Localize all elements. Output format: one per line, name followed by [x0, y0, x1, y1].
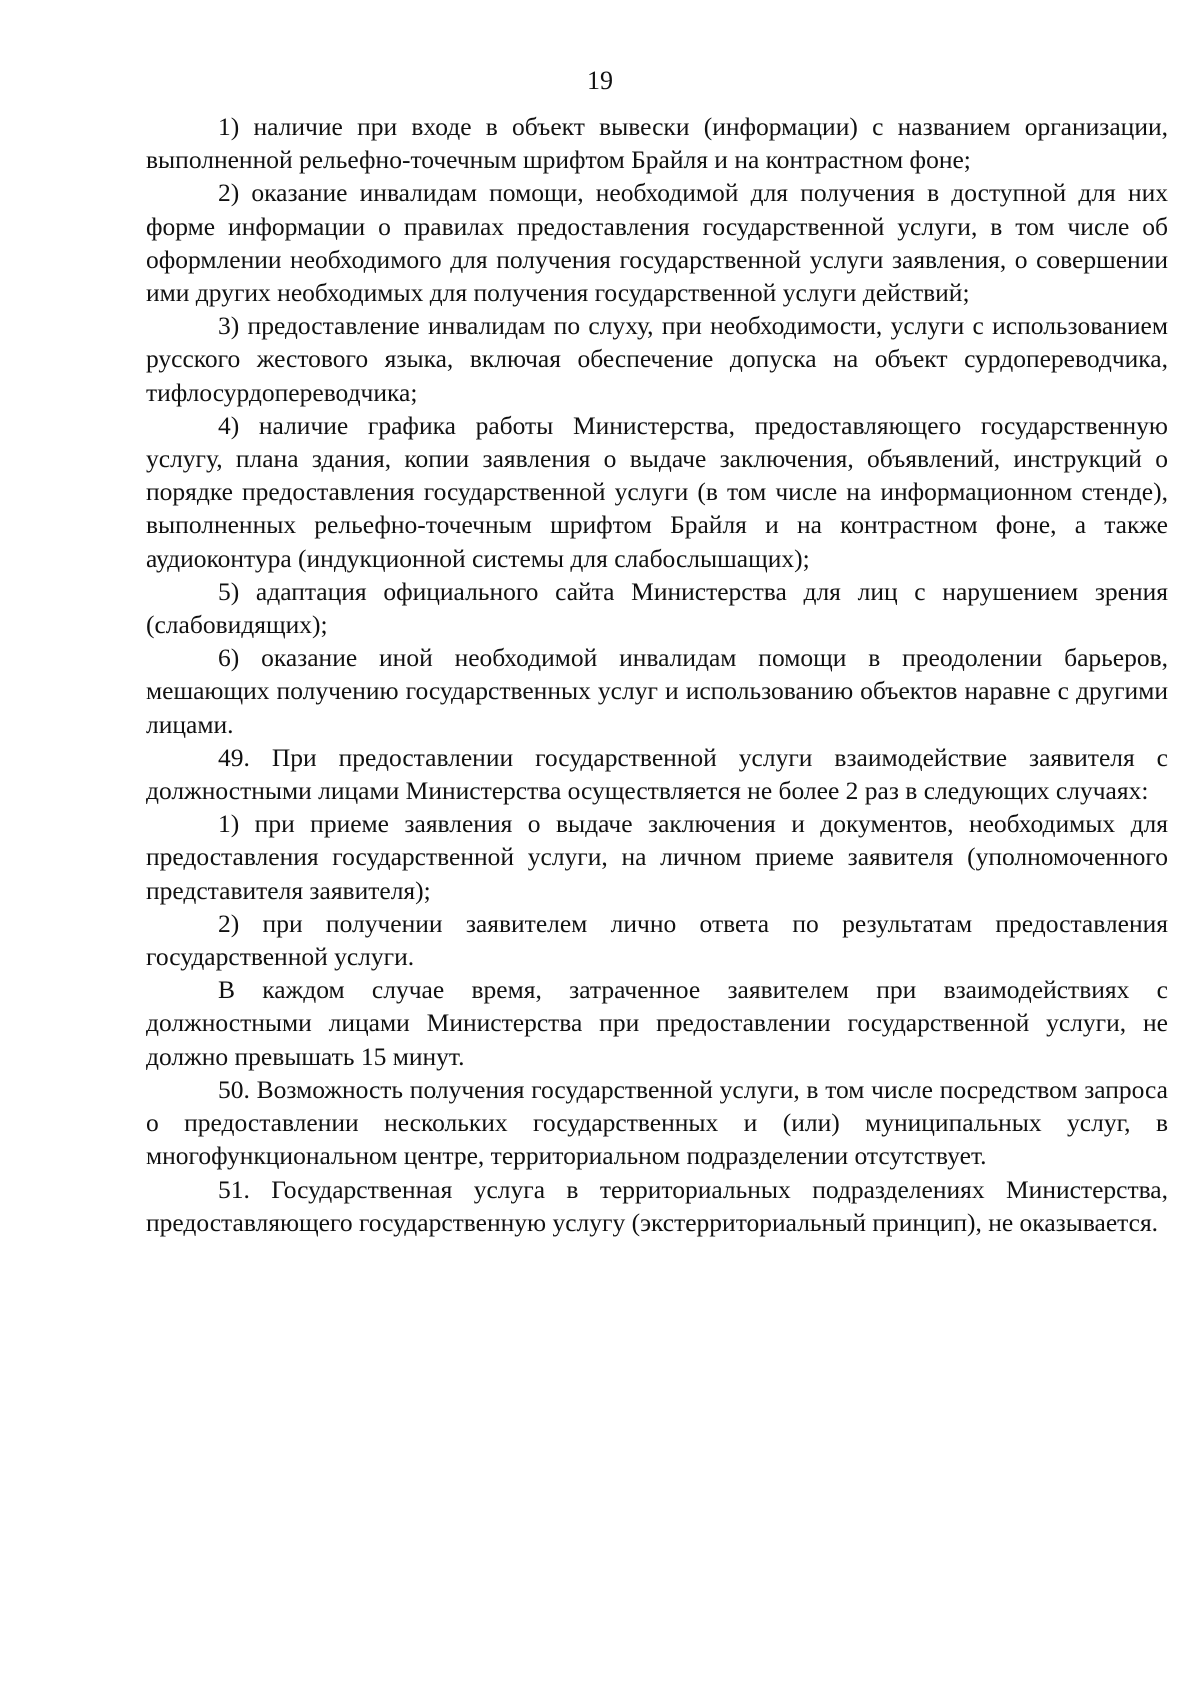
paragraph-clause-51: 51. Государственная услуга в территориальных подразделениях Министерства, предоставляющего государственную услугу (экстерриториальный принцип), не оказывается.	[146, 1174, 1168, 1237]
paragraph-item-2-assistance: 2) оказание инвалидам помощи, необходимой для получения в доступной для них форме информации о правилах предоставления государственной услуги, в том числе об оформлении необходимого для получения государственной услуги заявления, о совершении ими других необходимых для получения государственной услуги действий;	[146, 178, 1168, 308]
page-number: 19	[587, 66, 613, 95]
paragraph-clause-50: 50. Возможность получения государственной услуги, в том числе посредством запроса о предоставлении нескольких государственных и (или) муниципальных услуг, в многофункциональном центре, территориальном подразделении отсутствует.	[146, 1074, 1168, 1171]
paragraph-item-4-schedule: 4) наличие графика работы Министерства, предоставляющего государственную услугу, плана здания, копии заявления о выдаче заключения, объявлений, инструкций о порядке предоставления государственной услуги (в том числе на информационном стенде), выполненных рельефно-точечным шрифтом Брайля и на контрастном фоне, а также аудиоконтура (индукционной системы для слабослышащих);	[146, 410, 1168, 573]
paragraph-time-limit: В каждом случае время, затраченное заявителем при взаимодействиях с должностными лицами Министерства при предоставлении государственной услуги, не должно превышать 15 минут.	[146, 975, 1168, 1071]
document-body	[146, 110, 1168, 1239]
paragraph-clause-49-item-1: 1) при приеме заявления о выдаче заключения и документов, необходимых для предоставления государственной услуги, на личном приеме заявителя (уполномоченного представителя заявителя);	[146, 809, 1168, 905]
paragraph-clause-49-item-2: 2) при получении заявителем лично ответа по результатам предоставления государственной услуги.	[146, 908, 1168, 972]
paragraph-item-1-signage: 1) наличие при входе в объект вывески (информации) с названием организации, выполненной рельефно-точечным шрифтом Брайля и на контрастном фоне;	[146, 112, 1168, 175]
paragraph-item-6-other-help: 6) оказание иной необходимой инвалидам помощи в преодолении барьеров, мешающих получению государственных услуг и использованию объектов наравне с другими лицами.	[146, 643, 1168, 739]
paragraph-item-3-sign-language: 3) предоставление инвалидам по слуху, при необходимости, услуги с использованием русского жестового языка, включая обеспечение допуска на объект сурдопереводчика, тифлосурдопереводчика;	[146, 311, 1168, 407]
paragraph-clause-49: 49. При предоставлении государственной услуги взаимодействие заявителя с должностными лицами Министерства осуществляется не более 2 раз в следующих случаях:	[146, 742, 1168, 806]
paragraph-item-5-website: 5) адаптация официального сайта Министерства для лиц с нарушением зрения (слабовидящих);	[146, 576, 1168, 640]
